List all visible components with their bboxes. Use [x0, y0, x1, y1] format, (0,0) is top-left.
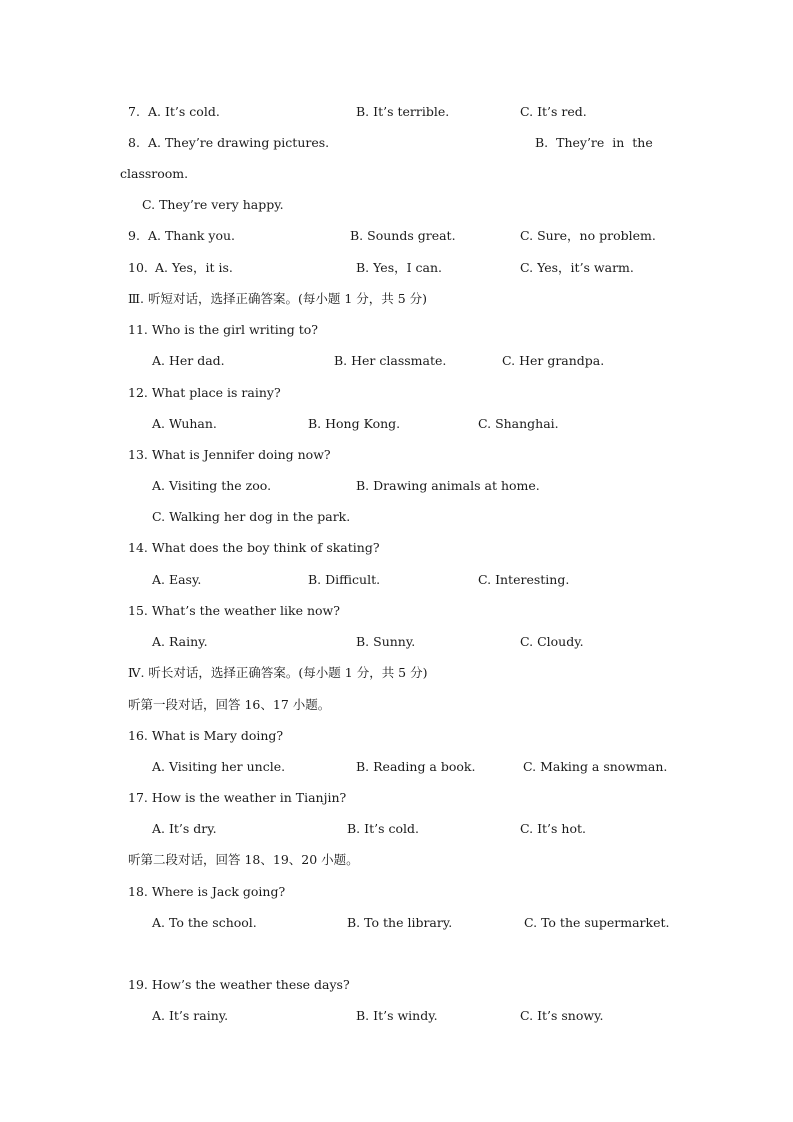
q15-stem: 15. What’s the weather like now? [128, 603, 340, 618]
q17-option-b: B. It’s cold. [347, 821, 419, 836]
q16-option-c: C. Making a snowman. [523, 759, 668, 774]
part4-section2-instruction: 听第二段对话，回答 18、19、20 小题。 [128, 852, 359, 867]
q11-option-c: C. Her grandpa. [502, 353, 605, 368]
part3-heading: Ⅲ. 听短对话，选择正确答案。(每小题 1 分，共 5 分) [128, 291, 428, 306]
q15-option-b: B. Sunny. [356, 634, 416, 649]
q19-option-c: C. It’s snowy. [520, 1008, 604, 1023]
q9-option-c: C. Sure，no problem. [520, 228, 656, 243]
q12-option-b: B. Hong Kong. [308, 416, 401, 431]
q13-option-b: B. Drawing animals at home. [356, 478, 540, 493]
q10-number: 10. [128, 260, 148, 275]
q8-option-b: B. They’re in the [535, 135, 653, 150]
q7-option-a: A. It’s cold. [148, 104, 220, 119]
q11-option-b: B. Her classmate. [334, 353, 447, 368]
q8-number: 8. [128, 135, 140, 150]
q8-option-a: A. They’re drawing pictures. [148, 135, 330, 150]
part4-section1-instruction: 听第一段对话，回答 16、17 小题。 [128, 697, 331, 712]
q11-stem: 11. Who is the girl writing to? [128, 322, 318, 337]
q14-stem: 14. What does the boy think of skating? [128, 540, 380, 555]
q12-stem: 12. What place is rainy? [128, 385, 281, 400]
q7-option-b: B. It’s terrible. [356, 104, 450, 119]
q13-stem: 13. What is Jennifer doing now? [128, 447, 331, 462]
q17-stem: 17. How is the weather in Tianjin? [128, 790, 347, 805]
q16-option-a: A. Visiting her uncle. [152, 759, 286, 774]
q10-option-c: C. Yes，it’s warm. [520, 260, 634, 275]
q15-option-c: C. Cloudy. [520, 634, 584, 649]
q19-stem: 19. How’s the weather these days? [128, 977, 350, 992]
q18-option-a: A. To the school. [152, 915, 257, 930]
q14-option-b: B. Difficult. [308, 572, 381, 587]
q9-option-a: A. Thank you. [148, 228, 236, 243]
q14-option-a: A. Easy. [152, 572, 202, 587]
part4-heading: Ⅳ. 听长对话，选择正确答案。(每小题 1 分，共 5 分) [128, 665, 428, 680]
q7-option-c: C. It’s red. [520, 104, 587, 119]
q16-option-b: B. Reading a book. [356, 759, 476, 774]
q16-stem: 16. What is Mary doing? [128, 728, 284, 743]
q11-option-a: A. Her dad. [152, 353, 225, 368]
q19-option-a: A. It’s rainy. [152, 1008, 229, 1023]
q13-option-a: A. Visiting the zoo. [152, 478, 272, 493]
q10-option-a: A. Yes，it is. [155, 260, 233, 275]
q14-option-c: C. Interesting. [478, 572, 570, 587]
q19-option-b: B. It’s windy. [356, 1008, 438, 1023]
q7-number: 7. [128, 104, 140, 119]
q8-option-c: C. They’re very happy. [142, 197, 284, 212]
q17-option-c: C. It’s hot. [520, 821, 586, 836]
q17-option-a: A. It’s dry. [152, 821, 217, 836]
q12-option-c: C. Shanghai. [478, 416, 559, 431]
q18-stem: 18. Where is Jack going? [128, 884, 286, 899]
q10-option-b: B. Yes，I can. [356, 260, 442, 275]
q12-option-a: A. Wuhan. [152, 416, 217, 431]
q9-number: 9. [128, 228, 140, 243]
q8-option-b-cont: classroom. [120, 166, 189, 181]
q9-option-b: B. Sounds great. [350, 228, 456, 243]
q18-option-c: C. To the supermarket. [524, 915, 670, 930]
q15-option-a: A. Rainy. [152, 634, 208, 649]
q13-option-c: C. Walking her dog in the park. [152, 509, 351, 524]
q18-option-b: B. To the library. [347, 915, 453, 930]
